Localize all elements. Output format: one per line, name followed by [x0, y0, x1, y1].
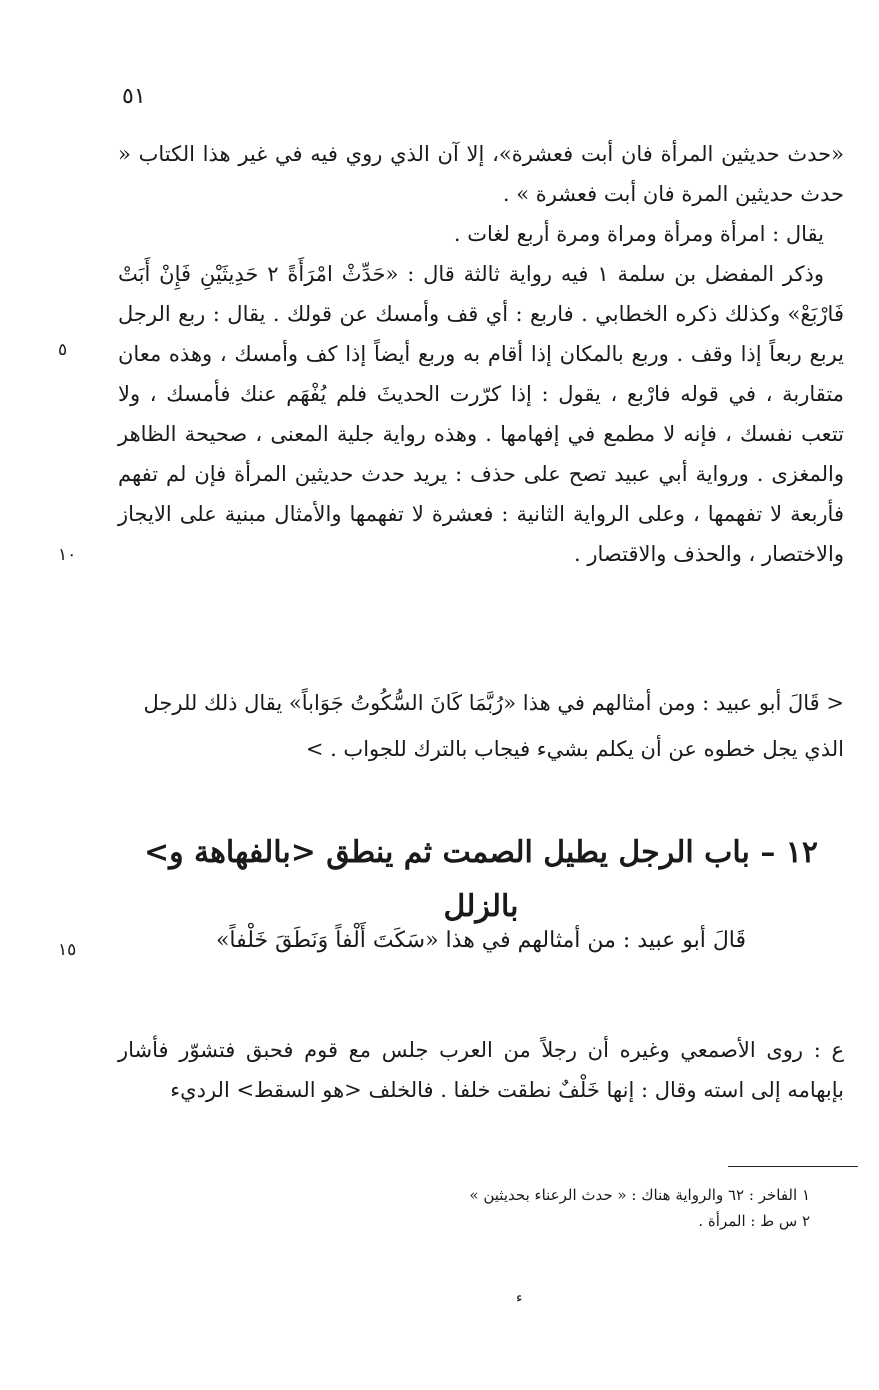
page-speck: ء [516, 1290, 523, 1306]
main-text-block [118, 134, 844, 574]
ain-paragraph: ع : روى الأصمعي وغيره أن رجلاً من العرب جلس مع قوم فحبق فتشوّر فأشار بإبهامه إلى استه وقال : إنها خَلْفٌ نطقت خلفا . فالخلف <هو السقط> الرديء [118, 1038, 844, 1102]
page-number: ٥١ [122, 84, 146, 109]
line-number-15: ١٥ [58, 940, 77, 960]
paragraph-hadith: «حدث حديثين المرأة فان أبت فعشرة»، إلا آن الذي روي فيه في غير هذا الكتاب « حدث حديثين المرة فان أبت فعشرة » . [118, 142, 844, 206]
abu-ubaid-line: قَالَ أبو عبيد : من أمثالهم في هذا «سَكَتَ أَلْفاً وَنَطَقَ خَلْفاً» [215, 928, 747, 953]
footnote-2: ٢ س ط : المرأة . [698, 1212, 810, 1230]
footnote-1: ١ الفاخر : ٦٢ والرواية هناك : « حدث الرعناء بحديثين » [469, 1186, 810, 1204]
line-number-5: ٥ [58, 340, 68, 360]
line-number-10: ١٠ [58, 545, 77, 565]
footnotes [330, 1182, 810, 1234]
chapter-heading: ١٢ – باب الرجل يطيل الصمت ثم ينطق <بالفهاهة و> بالزلل [143, 835, 819, 924]
paragraph-mufaddal: وذكر المفضل بن سلمة ١ فيه رواية ثالثة قال : «حَدِّثْ امْرَأَةً ٢ حَدِيثَيْنِ فَإِنْ أَبَتْ فَارْبَعْ» وكذلك ذكره الخطابي . فاربع : أي قف وأمسك عن قولك . يقال : ربع الرجل يربع ربعاً إذا وقف . وربع بالمكان إذا أقام به وربع أيضاً إذا كف وأمسك ، وهذه معان متقاربة ، في قوله فارْبع ، يقول : إذا كرّرت الحديثَ فلم يُفْهَم عنك فأمسك ، ولا تتعب نفسك ، فإنه لا مطمع في إفهامها . وهذه رواية جلية المعنى ، صحيحة الظاهر والمغزى . ورواية أبي عبيد تصح على حذف : يريد حدث حديثين المرأة فإن لم تفهم فأربعة لا تفهمها ، وعلى الرواية الثانية : فعشرة لا تفهمها والأمثال مبنية على الايجاز والاختصار ، والحذف والاقتصار . [118, 262, 844, 566]
paragraph-variants: يقال : امرأة ومرأة ومراة ومرة أربع لغات . [453, 222, 824, 246]
quoted-proverb: < قَالَ أبو عبيد : ومن أمثالهم في هذا «رُبَّمَا كَانَ السُّكُوتُ جَوَاباً» يقال ذلك للرجل الذي يجل خطوه عن أن يكلم بشيء فيجاب بالترك للجواب . > [143, 691, 844, 761]
footnote-rule [728, 1166, 858, 1167]
